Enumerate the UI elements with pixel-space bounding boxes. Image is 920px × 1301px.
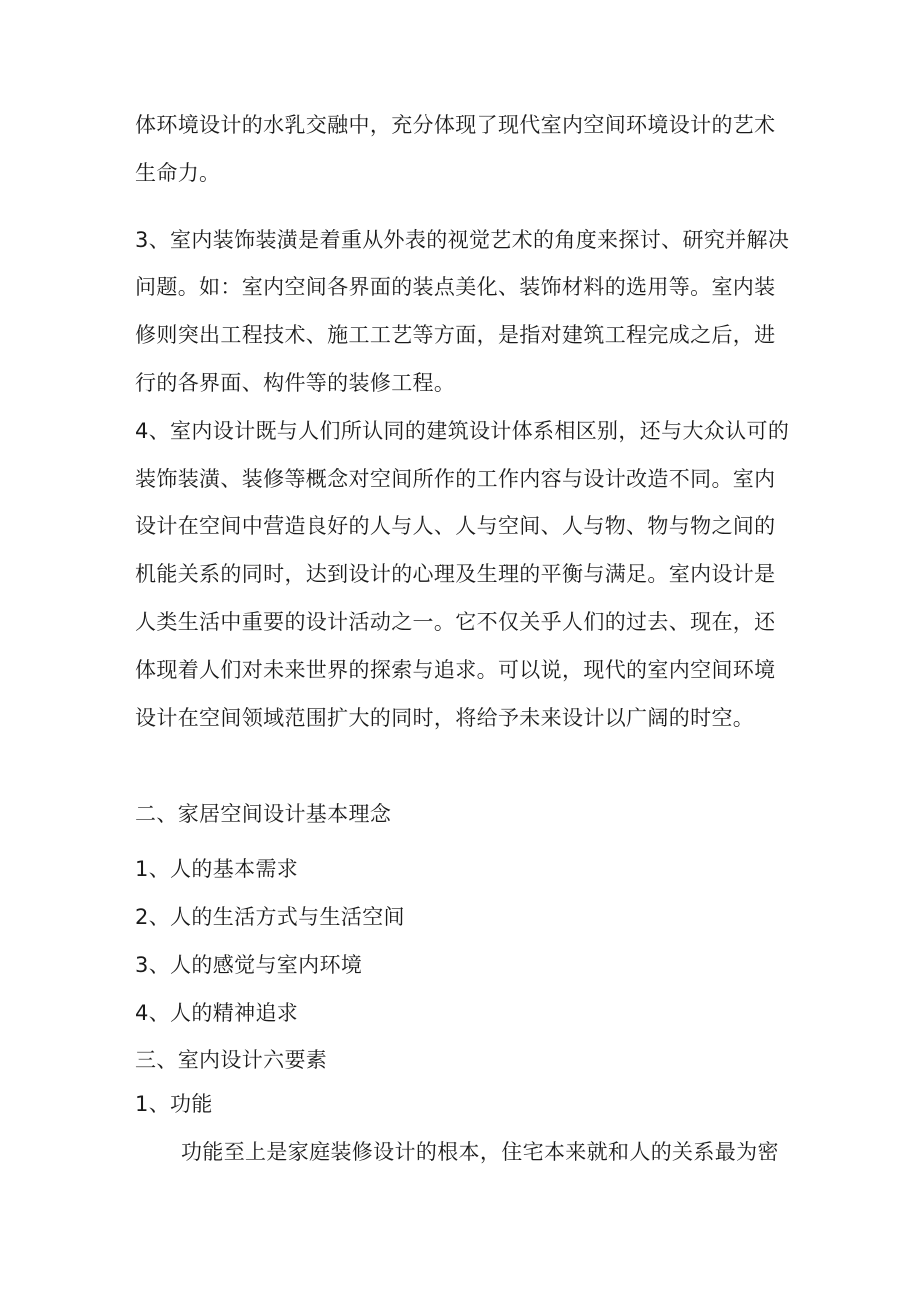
paragraph-4-line-1: 4、室内设计既与人们所认同的建筑设计体系相区别，还与大众认可的: [135, 419, 790, 443]
paragraph-3-line-1: 3、室内装饰装潢是着重从外表的视觉艺术的角度来探讨、研究并解决: [135, 228, 790, 252]
paragraph-1-line-1: 体环境设计的水乳交融中，充分体现了现代室内空间环境设计的艺术: [135, 113, 776, 137]
section-2-heading: 二、家居空间设计基本理念: [135, 802, 392, 826]
section-2-item-3: 3、人的感觉与室内环境: [135, 953, 363, 977]
paragraph-4-line-2: 装饰装潢、装修等概念对空间所作的工作内容与设计改造不同。室内: [135, 467, 776, 491]
paragraph-4-line-5: 人类生活中重要的设计活动之一。它不仅关乎人们的过去、现在，还: [135, 610, 776, 634]
paragraph-1-line-2: 生命力。: [135, 161, 221, 185]
paragraph-3-line-2: 问题。如：室内空间各界面的装点美化、装饰材料的选用等。室内装: [135, 275, 776, 299]
section-3-sub-1-title: 1、功能: [135, 1092, 213, 1116]
paragraph-3-line-3: 修则突出工程技术、施工工艺等方面，是指对建筑工程完成之后，进: [135, 323, 776, 347]
paragraph-4-line-3: 设计在空间中营造良好的人与人、人与空间、人与物、物与物之间的: [135, 514, 776, 538]
paragraph-4-line-4: 机能关系的同时，达到设计的心理及生理的平衡与满足。室内设计是: [135, 562, 776, 586]
section-3-sub-1-text: 功能至上是家庭装修设计的根本，住宅本来就和人的关系最为密: [181, 1140, 779, 1164]
section-2-item-2: 2、人的生活方式与生活空间: [135, 905, 405, 929]
paragraph-4-line-7: 设计在空间领域范围扩大的同时，将给予未来设计以广阔的时空。: [135, 706, 755, 730]
section-2-item-1: 1、人的基本需求: [135, 857, 299, 881]
paragraph-3-line-4: 行的各界面、构件等的装修工程。: [135, 371, 456, 395]
paragraph-4-line-6: 体现着人们对未来世界的探索与追求。可以说，现代的室内空间环境: [135, 658, 776, 682]
section-2-item-4: 4、人的精神追求: [135, 1001, 299, 1025]
section-3-heading: 三、室内设计六要素: [135, 1048, 328, 1072]
